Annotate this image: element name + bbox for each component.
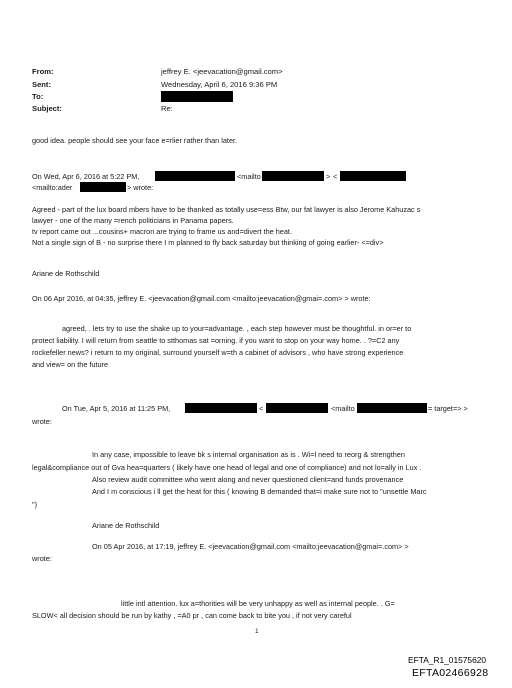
paragraph-line: protect liability. I will return from seattle to stthomas sat =orning. if you want to stop on your way home. . ?=C2 any — [32, 336, 400, 345]
bates-id-2: EFTA02466928 — [412, 667, 489, 679]
quote-header-2: On 06 Apr 2016, at 04:35, jeffrey E. <jeevacation@gmail.com <mailto:jeevacation@gmai=.com> > wrote: — [32, 294, 371, 303]
signature: Ariane de Rothschild — [32, 269, 100, 278]
quote-header-3-lt: < — [259, 404, 264, 413]
quote-header-1-mailto: <mailto — [237, 172, 261, 181]
redaction — [185, 403, 257, 413]
from-label: From: — [32, 67, 54, 76]
paragraph-line: And I m conscious i ll get the heat for this ( knowing B demanded that=i make sure not to "unsettle Marc — [92, 487, 427, 496]
paragraph-line: SLOW< all decision should be run by kathy , =A0 pr , can come back to bite you , if not very careful — [32, 611, 352, 620]
paragraph-line: Not a single sign of B - no surprise there I m planned to fly back saturday but thinking of going earlier- <=div> — [32, 238, 384, 247]
redaction — [80, 182, 126, 192]
sent-value: Wednesday, April 6, 2016 9:36 PM — [161, 80, 278, 89]
signature: Ariane de Rothschild — [92, 521, 160, 530]
quote-header-3-text: On Tue, Apr 5, 2016 at 11:25 PM, — [62, 404, 171, 413]
paragraph-line: agreed, . lets try to use the shake up to your=advantage. , each step however must be thoughtful. in or=er to — [62, 324, 412, 333]
sent-label: Sent: — [32, 80, 51, 89]
quote-header-1-text: On Wed, Apr 6, 2016 at 5:22 PM, — [32, 172, 140, 181]
paragraph-line: tv report came out ...cousins+ macron are trying to frame us and=divert the heat. — [32, 227, 292, 236]
quote-header-1-wrote: > wrote: — [127, 183, 154, 192]
to-label: To: — [32, 92, 44, 101]
paragraph-line: ") — [32, 500, 38, 509]
redaction — [266, 403, 328, 413]
subject-label: Subject: — [32, 104, 62, 113]
bates-id-1: EFTA_R1_01575620 — [408, 655, 487, 665]
quote-header-1-mailto-ader: <mailto:ader — [32, 183, 73, 192]
redaction-to — [161, 91, 233, 102]
redaction — [155, 171, 235, 181]
quote-header-3-target: = target=> > — [428, 404, 468, 413]
paragraph-line: little intl attention. lux a=thorities will be very unhappy as well as internal people. . G= — [121, 599, 395, 608]
paragraph-line: and view= on the future — [32, 360, 109, 369]
page-number: 1 — [255, 628, 259, 635]
subject-value: Re: — [161, 104, 173, 113]
paragraph-line: Agreed - part of the lux board mbers have to be thanked as totally use=ess Btw, our fat lawyer is also Jerome Kahuzac s — [32, 205, 421, 214]
quote-header-4: On 05 Apr 2016, at 17:19, jeffrey E. <jeevacation@gmail.com <mailto:jeevacation@gmai=.com> > — [92, 542, 409, 551]
quote-header-3-wrote: wrote: — [32, 417, 52, 426]
redaction — [340, 171, 406, 181]
quote-header-3-mailto: <mailto — [331, 404, 355, 413]
redaction — [262, 171, 324, 181]
redaction — [357, 403, 427, 413]
from-value: jeffrey E. <jeevacation@gmail.com> — [161, 67, 283, 76]
quote-header-1-gt: > — [326, 172, 331, 181]
quote-header-1-lt: < — [333, 172, 338, 181]
paragraph-line: rockefeller news? i return to my original, surround yourself w=th a cabinet of advisors , who have strong experience — [32, 348, 404, 357]
paragraph-line: Also review audit committee who went along and never questioned client=and funds provenance — [92, 475, 404, 484]
paragraph-line: In any case, impossible to leave bk s internal organisation as is . Wi=l need to reorg & strengthen — [92, 450, 405, 459]
paragraph-line: lawyer - one of the many =rench politicians in Panama papers. — [32, 216, 234, 225]
paragraph-line: legal&compliance out of Gva hea=quarters ( likely have one head of legal and one of compliance) and not lo=ally in Lux . — [32, 463, 422, 472]
quote-header-4-wrote: wrote: — [32, 554, 52, 563]
reply-text: good idea. people should see your face e=rlier rather than later. — [32, 136, 238, 145]
